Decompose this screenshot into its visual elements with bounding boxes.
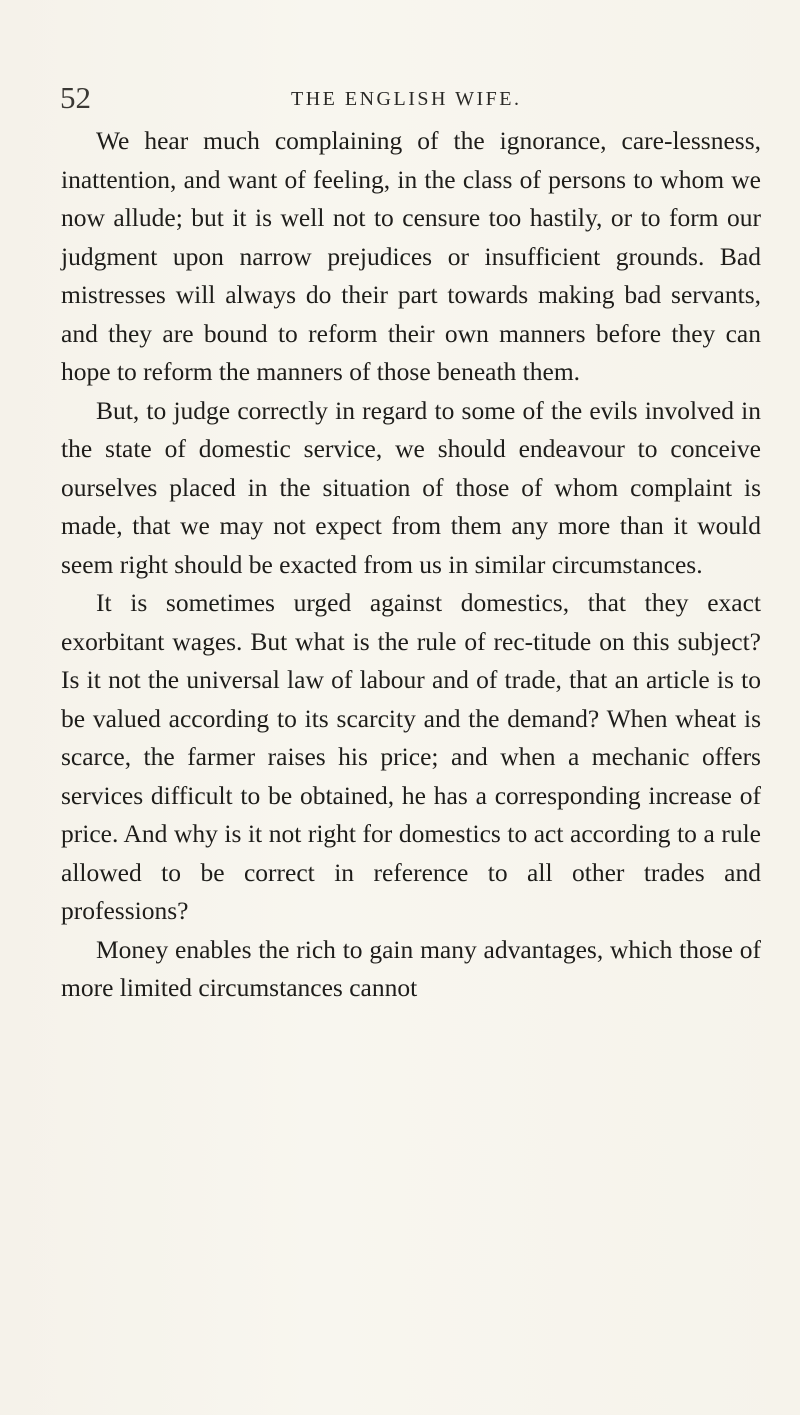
paragraph: But, to judge correctly in regard to some of the evils involved in the state of domestic service, we should endeavour to conceive ourselves placed in the situation of those of whom complaint is made, that we may not expect from them any more than it would seem right should be exacted from us in similar circumstances. <box>61 395 761 579</box>
page-header <box>0 80 800 120</box>
body-text <box>61 122 761 1008</box>
paragraph: We hear much complaining of the ignorance, care-lessness, inattention, and want of feeling, in the class of persons to whom we now allude; but it is well not to censure too hastily, or to form our judgment upon narrow prejudices or insufficient grounds. Bad mistresses will always do their part towards making bad servants, and they are bound to reform their own manners before they can hope to reform the manners of those beneath them. <box>61 126 761 386</box>
paragraph: Money enables the rich to gain many advantages, which those of more limited circumstances cannot <box>61 934 761 1002</box>
running-head: THE ENGLISH WIFE. <box>291 88 522 110</box>
paragraph: It is sometimes urged against domestics, that they exact exorbitant wages. But what is the rule of rec-titude on this subject? Is it not the universal law of labour and of trade, that an article is to be valued according to its scarcity and the demand? When wheat is scarce, the farmer raises his price; and when a mechanic offers services difficult to be obtained, he has a corresponding increase of price. And why is it not right for domestics to act according to a rule allowed to be correct in reference to all other trades and professions? <box>61 588 761 925</box>
page-number: 52 <box>60 80 91 115</box>
